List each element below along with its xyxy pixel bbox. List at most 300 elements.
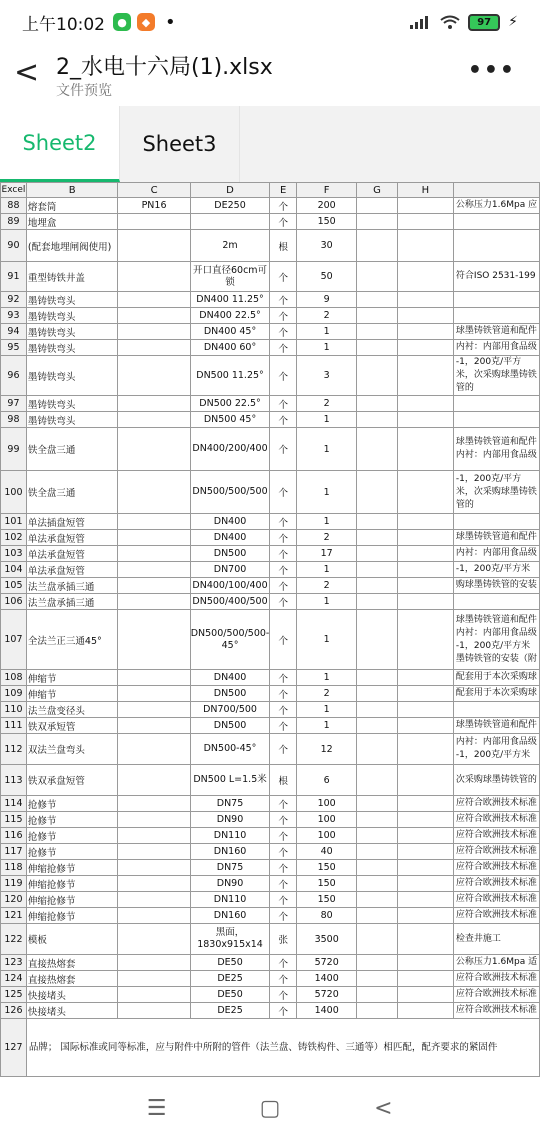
cell-f[interactable]: 1 [297, 412, 357, 428]
cell-d[interactable]: DN500 [190, 686, 270, 702]
row-number[interactable]: 123 [1, 955, 27, 971]
cell-b[interactable]: 墨铸铁弯头 [26, 356, 118, 396]
row-number[interactable]: 113 [1, 765, 27, 796]
cell-b[interactable]: 伸缩抢修节 [26, 908, 118, 924]
menu-nav-button[interactable]: ☰ [146, 1096, 167, 1121]
cell-h[interactable] [397, 670, 453, 686]
cell-c[interactable] [118, 686, 190, 702]
cell-e[interactable]: 个 [270, 262, 297, 292]
cell-i[interactable] [453, 292, 539, 308]
cell-i[interactable] [453, 594, 539, 610]
cell-g[interactable] [357, 670, 397, 686]
cell-e[interactable]: 个 [270, 514, 297, 530]
cell-g[interactable] [357, 860, 397, 876]
cell-e[interactable]: 张 [270, 924, 297, 955]
cell-i[interactable]: 符合ISO 2531-199 [453, 262, 539, 292]
row-number[interactable]: 101 [1, 514, 27, 530]
cell-f[interactable]: 3 [297, 356, 357, 396]
row-number[interactable]: 99 [1, 428, 27, 471]
cell-b[interactable]: 墨铸铁弯头 [26, 324, 118, 340]
cell-h[interactable] [397, 324, 453, 340]
cell-b[interactable]: 铁双承短管 [26, 718, 118, 734]
cell-i[interactable]: 球墨铸铁管道和配件 [453, 324, 539, 340]
cell-i[interactable]: 应符合欧洲技术标准 [453, 828, 539, 844]
cell-h[interactable] [397, 987, 453, 1003]
cell-b[interactable]: 铁全盘三通 [26, 428, 118, 471]
cell-b[interactable]: 伸缩节 [26, 670, 118, 686]
cell-e[interactable]: 根 [270, 765, 297, 796]
cell-h[interactable] [397, 546, 453, 562]
cell-e[interactable]: 个 [270, 670, 297, 686]
cell-g[interactable] [357, 828, 397, 844]
row-number[interactable]: 97 [1, 396, 27, 412]
cell-b[interactable]: 伸缩节 [26, 686, 118, 702]
cell-g[interactable] [357, 908, 397, 924]
cell-c[interactable] [118, 292, 190, 308]
row-number[interactable]: 120 [1, 892, 27, 908]
cell-h[interactable] [397, 340, 453, 356]
cell-c[interactable] [118, 924, 190, 955]
row-number[interactable]: 119 [1, 876, 27, 892]
cell-c[interactable] [118, 594, 190, 610]
cell-b[interactable]: 单法承盘短管 [26, 562, 118, 578]
cell-f[interactable]: 2 [297, 578, 357, 594]
cell-h[interactable] [397, 955, 453, 971]
cell-e[interactable]: 个 [270, 812, 297, 828]
cell-i[interactable]: 球墨铸铁管道和配件 内衬：内部用食品级 [453, 428, 539, 471]
cell-b[interactable]: 单法承盘短管 [26, 530, 118, 546]
col-header-i[interactable] [453, 183, 539, 198]
cell-d[interactable]: DN500/500/500-45° [190, 610, 270, 670]
cell-h[interactable] [397, 765, 453, 796]
cell-i[interactable]: 应符合欧洲技术标准 [453, 812, 539, 828]
cell-b[interactable]: 地埋盒 [26, 214, 118, 230]
cell-c[interactable] [118, 796, 190, 812]
cell-g[interactable] [357, 340, 397, 356]
cell-f[interactable]: 1 [297, 718, 357, 734]
cell-e[interactable]: 个 [270, 324, 297, 340]
cell-d[interactable]: DN500 11.25° [190, 356, 270, 396]
cell-f[interactable]: 1400 [297, 1003, 357, 1019]
cell-g[interactable] [357, 262, 397, 292]
cell-d[interactable]: DN500 45° [190, 412, 270, 428]
cell-b[interactable]: 重型铸铁井盖 [26, 262, 118, 292]
cell-e[interactable]: 个 [270, 971, 297, 987]
cell-c[interactable] [118, 670, 190, 686]
cell-h[interactable] [397, 262, 453, 292]
cell-f[interactable]: 100 [297, 796, 357, 812]
cell-d[interactable]: DN500/400/500 [190, 594, 270, 610]
cell-d[interactable]: DN400 45° [190, 324, 270, 340]
cell-h[interactable] [397, 198, 453, 214]
cell-d[interactable]: DN400 [190, 670, 270, 686]
cell-e[interactable]: 个 [270, 908, 297, 924]
cell-d[interactable]: DN500 [190, 546, 270, 562]
cell-c[interactable]: PN16 [118, 198, 190, 214]
cell-h[interactable] [397, 828, 453, 844]
cell-i[interactable]: 内衬：内部用食品级 -1，200克/平方米 [453, 734, 539, 765]
cell-g[interactable] [357, 546, 397, 562]
cell-i[interactable] [453, 396, 539, 412]
cell-i[interactable]: 配套用于本次采购球 [453, 686, 539, 702]
cell-h[interactable] [397, 892, 453, 908]
cell-i[interactable]: -1，200克/平方米，次采购球墨铸铁管的 [453, 356, 539, 396]
cell-h[interactable] [397, 734, 453, 765]
cell-f[interactable]: 1 [297, 594, 357, 610]
cell-f[interactable]: 2 [297, 308, 357, 324]
row-number[interactable]: 88 [1, 198, 27, 214]
cell-b[interactable]: 墨铸铁弯头 [26, 340, 118, 356]
cell-g[interactable] [357, 812, 397, 828]
cell-c[interactable] [118, 356, 190, 396]
cell-f[interactable]: 30 [297, 230, 357, 262]
cell-e[interactable]: 个 [270, 578, 297, 594]
cell-h[interactable] [397, 844, 453, 860]
row-number[interactable]: 98 [1, 412, 27, 428]
cell-f[interactable]: 9 [297, 292, 357, 308]
cell-d[interactable]: DN90 [190, 876, 270, 892]
cell-e[interactable]: 个 [270, 1003, 297, 1019]
cell-d[interactable]: DE50 [190, 987, 270, 1003]
cell-d[interactable]: DE25 [190, 971, 270, 987]
cell-c[interactable] [118, 971, 190, 987]
cell-g[interactable] [357, 987, 397, 1003]
row-number[interactable]: 125 [1, 987, 27, 1003]
cell-c[interactable] [118, 562, 190, 578]
cell-i[interactable]: 内衬：内部用食品级 [453, 340, 539, 356]
cell-c[interactable] [118, 908, 190, 924]
cell-f[interactable]: 1 [297, 514, 357, 530]
cell-g[interactable] [357, 308, 397, 324]
cell-g[interactable] [357, 292, 397, 308]
cell-e[interactable]: 个 [270, 471, 297, 514]
cell-f[interactable]: 17 [297, 546, 357, 562]
cell-c[interactable] [118, 514, 190, 530]
cell-e[interactable]: 个 [270, 292, 297, 308]
row-number[interactable]: 124 [1, 971, 27, 987]
cell-g[interactable] [357, 578, 397, 594]
cell-d[interactable]: DN90 [190, 812, 270, 828]
cell-e[interactable]: 个 [270, 530, 297, 546]
cell-d[interactable]: DE25 [190, 1003, 270, 1019]
cell-g[interactable] [357, 734, 397, 765]
cell-i[interactable] [453, 702, 539, 718]
cell-i[interactable]: 应符合欧洲技术标准 [453, 860, 539, 876]
tab-sheet3[interactable]: Sheet3 [120, 106, 240, 182]
cell-c[interactable] [118, 412, 190, 428]
cell-d[interactable]: DN75 [190, 860, 270, 876]
cell-c[interactable] [118, 734, 190, 765]
row-number[interactable]: 105 [1, 578, 27, 594]
cell-f[interactable]: 150 [297, 876, 357, 892]
cell-g[interactable] [357, 514, 397, 530]
cell-e[interactable]: 个 [270, 828, 297, 844]
cell-g[interactable] [357, 702, 397, 718]
cell-g[interactable] [357, 530, 397, 546]
cell-f[interactable]: 150 [297, 214, 357, 230]
cell-d[interactable]: DN400/100/400 [190, 578, 270, 594]
cell-h[interactable] [397, 214, 453, 230]
row-number[interactable]: 121 [1, 908, 27, 924]
cell-b[interactable]: 伸缩抢修节 [26, 892, 118, 908]
cell-c[interactable] [118, 340, 190, 356]
row-number[interactable]: 108 [1, 670, 27, 686]
row-number[interactable]: 100 [1, 471, 27, 514]
cell-b[interactable]: 抢修节 [26, 796, 118, 812]
cell-d[interactable]: 黑面，1830x915x14 [190, 924, 270, 955]
cell-i[interactable]: 应符合欧洲技术标准 [453, 844, 539, 860]
cell-i[interactable]: 次采购球墨铸铁管的 [453, 765, 539, 796]
cell-b[interactable]: 抢修节 [26, 844, 118, 860]
cell-b[interactable]: 墨铸铁弯头 [26, 412, 118, 428]
cell-g[interactable] [357, 876, 397, 892]
cell-f[interactable]: 1 [297, 610, 357, 670]
cell-c[interactable] [118, 471, 190, 514]
cell-note[interactable]: 品牌； 国际标准或同等标准，应与附件中所附的管件（法兰盘、铸铁构件、三通等）相匹配，配齐要求的紧固件 [26, 1019, 539, 1077]
cell-c[interactable] [118, 828, 190, 844]
cell-d[interactable]: DE250 [190, 198, 270, 214]
cell-f[interactable]: 2 [297, 686, 357, 702]
cell-f[interactable]: 40 [297, 844, 357, 860]
cell-g[interactable] [357, 971, 397, 987]
cell-b[interactable]: 单法插盘短管 [26, 514, 118, 530]
cell-h[interactable] [397, 428, 453, 471]
cell-c[interactable] [118, 812, 190, 828]
row-number[interactable]: 103 [1, 546, 27, 562]
cell-b[interactable]: 快接堵头 [26, 987, 118, 1003]
cell-h[interactable] [397, 876, 453, 892]
cell-f[interactable]: 1 [297, 562, 357, 578]
col-header-e[interactable]: E [270, 183, 297, 198]
row-number[interactable]: 90 [1, 230, 27, 262]
cell-c[interactable] [118, 230, 190, 262]
cell-f[interactable]: 1 [297, 670, 357, 686]
cell-d[interactable]: DN400/200/400 [190, 428, 270, 471]
cell-f[interactable]: 3500 [297, 924, 357, 955]
cell-i[interactable] [453, 214, 539, 230]
cell-g[interactable] [357, 686, 397, 702]
cell-h[interactable] [397, 396, 453, 412]
cell-e[interactable]: 个 [270, 308, 297, 324]
cell-i[interactable] [453, 230, 539, 262]
cell-g[interactable] [357, 562, 397, 578]
cell-c[interactable] [118, 530, 190, 546]
cell-d[interactable]: DN75 [190, 796, 270, 812]
cell-d[interactable]: DN500 [190, 718, 270, 734]
cell-h[interactable] [397, 308, 453, 324]
cell-h[interactable] [397, 530, 453, 546]
row-number[interactable]: 89 [1, 214, 27, 230]
cell-h[interactable] [397, 718, 453, 734]
col-header-c[interactable]: C [118, 183, 190, 198]
cell-g[interactable] [357, 356, 397, 396]
cell-h[interactable] [397, 860, 453, 876]
cell-b[interactable]: 法兰盘承插三通 [26, 578, 118, 594]
cell-d[interactable]: DN400 [190, 514, 270, 530]
cell-e[interactable]: 个 [270, 892, 297, 908]
cell-d[interactable]: DN110 [190, 892, 270, 908]
cell-e[interactable]: 个 [270, 796, 297, 812]
cell-f[interactable]: 1 [297, 428, 357, 471]
cell-i[interactable]: 公称压力1.6Mpa 适 [453, 955, 539, 971]
cell-f[interactable]: 5720 [297, 987, 357, 1003]
cell-g[interactable] [357, 594, 397, 610]
cell-c[interactable] [118, 765, 190, 796]
cell-d[interactable]: DN400 [190, 530, 270, 546]
cell-c[interactable] [118, 876, 190, 892]
cell-d[interactable]: DN400 60° [190, 340, 270, 356]
cell-f[interactable]: 2 [297, 396, 357, 412]
cell-i[interactable]: -1，200克/平方米，次采购球墨铸铁管的 [453, 471, 539, 514]
row-number[interactable]: 114 [1, 796, 27, 812]
back-nav-button[interactable]: < [374, 1096, 393, 1121]
cell-d[interactable]: DN110 [190, 828, 270, 844]
cell-i[interactable] [453, 412, 539, 428]
cell-e[interactable]: 个 [270, 987, 297, 1003]
cell-h[interactable] [397, 812, 453, 828]
row-number[interactable]: 96 [1, 356, 27, 396]
cell-d[interactable]: DN160 [190, 844, 270, 860]
row-number[interactable]: 126 [1, 1003, 27, 1019]
cell-i[interactable]: 应符合欧洲技术标准 [453, 971, 539, 987]
cell-i[interactable]: 内衬：内部用食品级 [453, 546, 539, 562]
cell-h[interactable] [397, 230, 453, 262]
cell-g[interactable] [357, 796, 397, 812]
cell-b[interactable]: 直接热熔套 [26, 955, 118, 971]
tab-sheet2[interactable]: Sheet2 [0, 106, 120, 182]
cell-f[interactable]: 100 [297, 828, 357, 844]
cell-i[interactable] [453, 308, 539, 324]
cell-i[interactable]: 球墨铸铁管道和配件 [453, 530, 539, 546]
cell-d[interactable] [190, 214, 270, 230]
cell-g[interactable] [357, 412, 397, 428]
col-header-h[interactable]: H [397, 183, 453, 198]
row-number[interactable]: 95 [1, 340, 27, 356]
cell-f[interactable]: 200 [297, 198, 357, 214]
row-number[interactable]: 112 [1, 734, 27, 765]
cell-g[interactable] [357, 892, 397, 908]
cell-e[interactable]: 个 [270, 412, 297, 428]
cell-c[interactable] [118, 262, 190, 292]
cell-f[interactable]: 1 [297, 340, 357, 356]
cell-c[interactable] [118, 396, 190, 412]
cell-h[interactable] [397, 610, 453, 670]
row-number[interactable]: 118 [1, 860, 27, 876]
cell-d[interactable]: DN500-45° [190, 734, 270, 765]
cell-b[interactable]: 伸缩抢修节 [26, 876, 118, 892]
row-number[interactable]: 92 [1, 292, 27, 308]
spreadsheet-view[interactable] [0, 182, 540, 1077]
row-number[interactable]: 104 [1, 562, 27, 578]
cell-g[interactable] [357, 471, 397, 514]
cell-e[interactable]: 个 [270, 686, 297, 702]
cell-b[interactable]: 双法兰盘弯头 [26, 734, 118, 765]
cell-c[interactable] [118, 844, 190, 860]
cell-i[interactable]: -1，200克/平方米 [453, 562, 539, 578]
row-number[interactable]: 93 [1, 308, 27, 324]
cell-f[interactable]: 1 [297, 702, 357, 718]
row-number[interactable]: 102 [1, 530, 27, 546]
cell-c[interactable] [118, 578, 190, 594]
cell-f[interactable]: 80 [297, 908, 357, 924]
cell-d[interactable]: DN700 [190, 562, 270, 578]
cell-e[interactable]: 个 [270, 955, 297, 971]
cell-g[interactable] [357, 1003, 397, 1019]
row-number[interactable]: 117 [1, 844, 27, 860]
col-header-f[interactable]: F [297, 183, 357, 198]
col-header-b[interactable]: B [26, 183, 118, 198]
row-number[interactable]: 111 [1, 718, 27, 734]
cell-h[interactable] [397, 514, 453, 530]
cell-b[interactable]: 铁全盘三通 [26, 471, 118, 514]
cell-h[interactable] [397, 702, 453, 718]
cell-e[interactable]: 个 [270, 562, 297, 578]
cell-e[interactable]: 个 [270, 356, 297, 396]
cell-f[interactable]: 12 [297, 734, 357, 765]
cell-e[interactable]: 个 [270, 610, 297, 670]
cell-g[interactable] [357, 396, 397, 412]
row-number[interactable]: 109 [1, 686, 27, 702]
cell-h[interactable] [397, 471, 453, 514]
cell-h[interactable] [397, 412, 453, 428]
row-number[interactable]: 115 [1, 812, 27, 828]
cell-e[interactable]: 个 [270, 546, 297, 562]
cell-c[interactable] [118, 955, 190, 971]
cell-f[interactable]: 1 [297, 471, 357, 514]
cell-b[interactable]: 模板 [26, 924, 118, 955]
cell-g[interactable] [357, 955, 397, 971]
cell-i[interactable]: 应符合欧洲技术标准 [453, 892, 539, 908]
cell-e[interactable]: 个 [270, 844, 297, 860]
cell-e[interactable]: 个 [270, 702, 297, 718]
cell-c[interactable] [118, 308, 190, 324]
cell-b[interactable]: 伸缩抢修节 [26, 860, 118, 876]
home-nav-button[interactable]: ▢ [259, 1096, 281, 1121]
cell-b[interactable]: 单法承盘短管 [26, 546, 118, 562]
row-number[interactable]: 127 [1, 1019, 27, 1077]
cell-g[interactable] [357, 610, 397, 670]
cell-e[interactable]: 个 [270, 594, 297, 610]
cell-d[interactable]: DN500 L=1.5米 [190, 765, 270, 796]
cell-c[interactable] [118, 214, 190, 230]
cell-g[interactable] [357, 324, 397, 340]
cell-h[interactable] [397, 796, 453, 812]
cell-d[interactable]: 2m [190, 230, 270, 262]
cell-i[interactable]: 购球墨铸铁管的安装 [453, 578, 539, 594]
cell-d[interactable]: DN700/500 [190, 702, 270, 718]
cell-e[interactable]: 个 [270, 860, 297, 876]
cell-c[interactable] [118, 718, 190, 734]
cell-d[interactable]: DN400 22.5° [190, 308, 270, 324]
cell-c[interactable] [118, 892, 190, 908]
cell-g[interactable] [357, 214, 397, 230]
cell-d[interactable]: DN400 11.25° [190, 292, 270, 308]
cell-b[interactable]: 抢修节 [26, 828, 118, 844]
cell-i[interactable]: 检查井施工 [453, 924, 539, 955]
cell-h[interactable] [397, 924, 453, 955]
cell-d[interactable]: DN500 22.5° [190, 396, 270, 412]
cell-g[interactable] [357, 924, 397, 955]
cell-h[interactable] [397, 578, 453, 594]
row-number[interactable]: 122 [1, 924, 27, 955]
cell-e[interactable]: 个 [270, 876, 297, 892]
cell-d[interactable]: 开口直径60cm可锁 [190, 262, 270, 292]
cell-c[interactable] [118, 546, 190, 562]
col-header-g[interactable]: G [357, 183, 397, 198]
cell-f[interactable]: 1 [297, 324, 357, 340]
cell-b[interactable]: 抢修节 [26, 812, 118, 828]
cell-e[interactable]: 个 [270, 198, 297, 214]
